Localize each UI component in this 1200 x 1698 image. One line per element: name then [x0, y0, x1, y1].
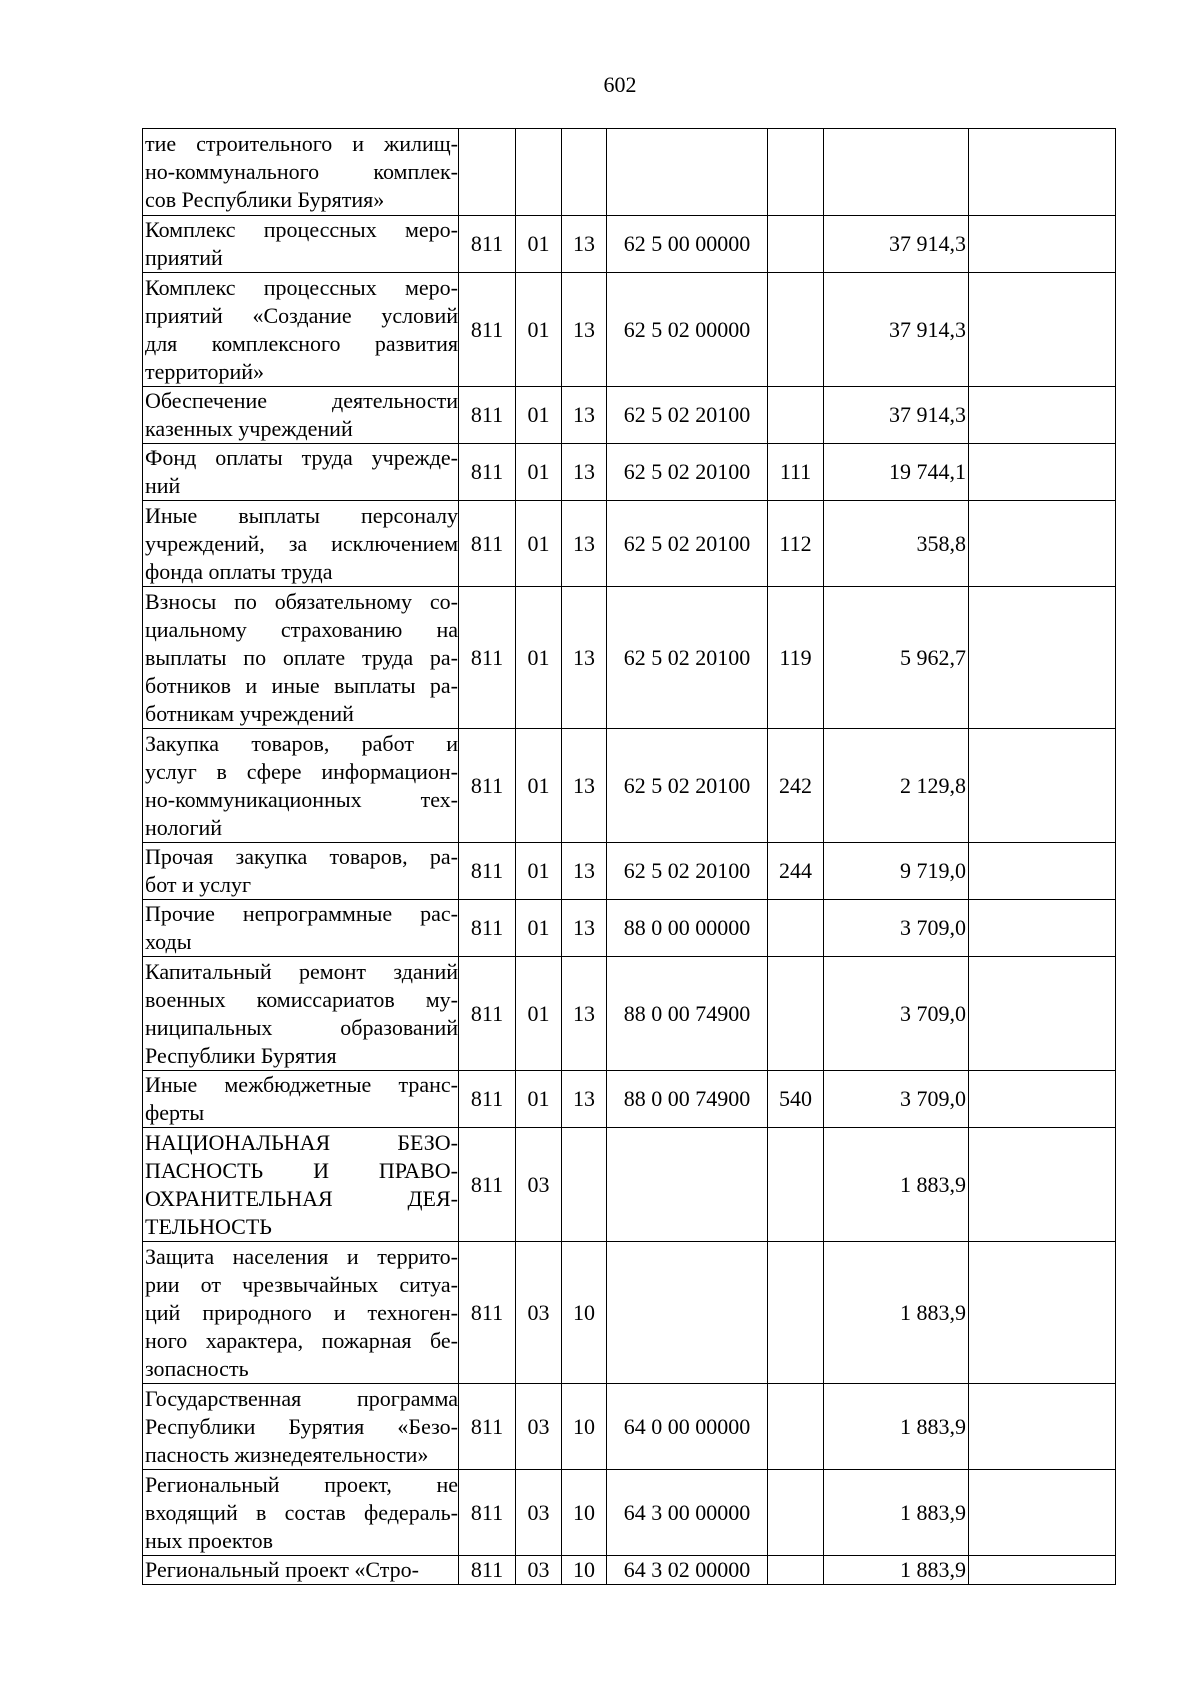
item-name-line: сов Республики Бурятия»	[145, 187, 385, 212]
cell-ministry-code: 811	[459, 957, 516, 1071]
item-name-line: ходы	[145, 929, 192, 954]
table-row	[143, 1384, 1116, 1470]
cell-section-code: 03	[516, 1128, 562, 1242]
item-name-line: Капитальный ремонт зданий	[145, 958, 458, 984]
cell-ministry-code: 811	[459, 1242, 516, 1384]
cell-target-article	[607, 1242, 768, 1384]
cell-section-code: 01	[516, 444, 562, 501]
cell-section-code: 01	[516, 729, 562, 843]
cell-item-name	[143, 273, 459, 387]
cell-target-article: 62 5 02 20100	[607, 587, 768, 729]
cell-empty	[969, 273, 1116, 387]
cell-empty	[969, 729, 1116, 843]
cell-target-article: 88 0 00 74900	[607, 1071, 768, 1128]
item-name-line: Прочая закупка товаров, ра-	[145, 844, 458, 869]
item-name-line: Комплекс процессных меро-	[145, 274, 458, 300]
cell-ministry-code: 811	[459, 444, 516, 501]
cell-expense-type	[768, 129, 824, 216]
cell-expense-type: 242	[768, 729, 824, 843]
cell-subsection-code: 13	[562, 957, 607, 1071]
cell-subsection-code: 13	[562, 900, 607, 957]
table-row	[143, 129, 1116, 216]
item-name-line: выплаты по оплате труда ра-	[145, 644, 458, 670]
cell-section-code	[516, 129, 562, 216]
item-name-line: тие строительного и жилищ-	[145, 131, 458, 156]
table-row	[143, 957, 1116, 1071]
item-name-line: Республики Бурятия «Безо-	[145, 1413, 458, 1439]
table-row	[143, 501, 1116, 587]
cell-amount: 3 709,0	[824, 957, 969, 1071]
cell-amount: 37 914,3	[824, 216, 969, 273]
item-name-line: ботников и иные выплаты ра-	[145, 672, 458, 698]
cell-amount: 9 719,0	[824, 843, 969, 900]
cell-item-name	[143, 1242, 459, 1384]
cell-target-article: 62 5 00 00000	[607, 216, 768, 273]
cell-item-name	[143, 843, 459, 900]
cell-target-article	[607, 129, 768, 216]
cell-subsection-code	[562, 1128, 607, 1242]
cell-empty	[969, 957, 1116, 1071]
cell-target-article: 62 5 02 20100	[607, 501, 768, 587]
item-name-line: приятий «Создание условий	[145, 302, 458, 328]
item-name-line: входящий в состав федераль-	[145, 1499, 458, 1525]
cell-target-article: 62 5 02 20100	[607, 843, 768, 900]
cell-item-name	[143, 1470, 459, 1556]
cell-amount: 2 129,8	[824, 729, 969, 843]
table-row	[143, 1071, 1116, 1128]
cell-amount: 1 883,9	[824, 1470, 969, 1556]
item-name-line: услуг в сфере информацион-	[145, 758, 458, 784]
cell-amount: 37 914,3	[824, 273, 969, 387]
cell-target-article: 64 3 02 00000	[607, 1556, 768, 1585]
cell-expense-type	[768, 273, 824, 387]
item-name-line: Государственная программа	[145, 1385, 458, 1411]
item-name-line: Региональный проект «Стро-	[145, 1557, 419, 1582]
item-name-line: фонда оплаты труда	[145, 558, 333, 584]
cell-amount: 3 709,0	[824, 1071, 969, 1128]
cell-empty	[969, 216, 1116, 273]
cell-expense-type	[768, 1384, 824, 1470]
page-number: 602	[603, 72, 637, 97]
table-row	[143, 1556, 1116, 1585]
cell-section-code: 01	[516, 900, 562, 957]
cell-ministry-code: 811	[459, 729, 516, 843]
cell-target-article: 62 5 02 20100	[607, 387, 768, 444]
cell-item-name	[143, 387, 459, 444]
cell-ministry-code: 811	[459, 1128, 516, 1242]
item-name-line: Иные выплаты персоналу	[145, 502, 458, 528]
cell-empty	[969, 501, 1116, 587]
cell-section-code: 01	[516, 387, 562, 444]
table-row	[143, 1128, 1116, 1242]
item-name-line: циальному страхованию на	[145, 616, 458, 642]
item-name-line: ПАСНОСТЬ И ПРАВО-	[145, 1157, 458, 1183]
cell-amount: 5 962,7	[824, 587, 969, 729]
item-name-line: но-коммунального комплек-	[145, 159, 458, 184]
cell-expense-type	[768, 387, 824, 444]
cell-item-name	[143, 957, 459, 1071]
cell-subsection-code	[562, 129, 607, 216]
item-name-line: Взносы по обязательному со-	[145, 588, 458, 614]
item-name-line: учреждений, за исключением	[145, 530, 458, 556]
item-name-line: Прочие непрограммные рас-	[145, 901, 458, 926]
cell-item-name	[143, 1384, 459, 1470]
cell-ministry-code	[459, 129, 516, 216]
cell-section-code: 01	[516, 587, 562, 729]
cell-subsection-code: 13	[562, 273, 607, 387]
item-name-line: ОХРАНИТЕЛЬНАЯ ДЕЯ-	[145, 1185, 458, 1211]
item-name-line: военных комиссариатов му-	[145, 986, 458, 1012]
item-name-line: Комплекс процессных меро-	[145, 217, 458, 242]
cell-section-code: 01	[516, 957, 562, 1071]
cell-subsection-code: 13	[562, 444, 607, 501]
cell-section-code: 03	[516, 1384, 562, 1470]
cell-section-code: 03	[516, 1242, 562, 1384]
table-row	[143, 1242, 1116, 1384]
cell-amount: 1 883,9	[824, 1556, 969, 1585]
table-row	[143, 1470, 1116, 1556]
cell-item-name	[143, 1071, 459, 1128]
cell-empty	[969, 1470, 1116, 1556]
cell-empty	[969, 444, 1116, 501]
item-name-line: для комплексного развития	[145, 330, 458, 356]
cell-item-name	[143, 1128, 459, 1242]
item-name-line: ных проектов	[145, 1527, 273, 1553]
item-name-line: Республики Бурятия	[145, 1042, 337, 1068]
item-name-line: ТЕЛЬНОСТЬ	[145, 1213, 272, 1239]
item-name-line: нологий	[145, 814, 223, 840]
cell-empty	[969, 843, 1116, 900]
cell-target-article: 64 0 00 00000	[607, 1384, 768, 1470]
cell-subsection-code: 10	[562, 1470, 607, 1556]
cell-subsection-code: 13	[562, 216, 607, 273]
cell-expense-type	[768, 900, 824, 957]
cell-amount: 358,8	[824, 501, 969, 587]
cell-section-code: 03	[516, 1556, 562, 1585]
cell-empty	[969, 1384, 1116, 1470]
cell-section-code: 01	[516, 843, 562, 900]
cell-item-name	[143, 587, 459, 729]
cell-ministry-code: 811	[459, 1071, 516, 1128]
cell-item-name	[143, 216, 459, 273]
cell-subsection-code: 10	[562, 1242, 607, 1384]
cell-expense-type	[768, 1556, 824, 1585]
table-row	[143, 587, 1116, 729]
item-name-line: Фонд оплаты труда учрежде-	[145, 445, 458, 470]
cell-expense-type	[768, 1242, 824, 1384]
cell-ministry-code: 811	[459, 1556, 516, 1585]
item-name-line: приятий	[145, 245, 223, 270]
cell-item-name	[143, 129, 459, 216]
cell-target-article: 88 0 00 74900	[607, 957, 768, 1071]
cell-expense-type: 244	[768, 843, 824, 900]
cell-target-article: 88 0 00 00000	[607, 900, 768, 957]
cell-item-name	[143, 444, 459, 501]
cell-section-code: 01	[516, 216, 562, 273]
budget-table	[142, 128, 1116, 1585]
cell-empty	[969, 387, 1116, 444]
cell-item-name	[143, 501, 459, 587]
cell-target-article: 62 5 02 20100	[607, 729, 768, 843]
table-row	[143, 729, 1116, 843]
cell-empty	[969, 1242, 1116, 1384]
cell-amount: 37 914,3	[824, 387, 969, 444]
item-name-line: НАЦИОНАЛЬНАЯ БЕЗО-	[145, 1129, 458, 1155]
table-row	[143, 216, 1116, 273]
item-name-line: Иные межбюджетные транс-	[145, 1072, 458, 1097]
cell-ministry-code: 811	[459, 273, 516, 387]
cell-item-name	[143, 1556, 459, 1585]
item-name-line: бот и услуг	[145, 872, 252, 897]
item-name-line: территорий»	[145, 358, 265, 384]
item-name-line: Защита населения и террито-	[145, 1243, 458, 1269]
cell-expense-type: 112	[768, 501, 824, 587]
cell-section-code: 01	[516, 273, 562, 387]
cell-target-article	[607, 1128, 768, 1242]
cell-ministry-code: 811	[459, 387, 516, 444]
cell-subsection-code: 13	[562, 501, 607, 587]
cell-subsection-code: 10	[562, 1556, 607, 1585]
table-row	[143, 843, 1116, 900]
item-name-line: пасность жизнедеятельности»	[145, 1441, 429, 1467]
cell-subsection-code: 13	[562, 729, 607, 843]
item-name-line: ботникам учреждений	[145, 700, 354, 726]
cell-amount: 1 883,9	[824, 1128, 969, 1242]
cell-item-name	[143, 900, 459, 957]
table-row	[143, 444, 1116, 501]
item-name-line: но-коммуникационных тех-	[145, 786, 458, 812]
cell-expense-type	[768, 216, 824, 273]
item-name-line: Закупка товаров, работ и	[145, 730, 458, 756]
cell-amount: 3 709,0	[824, 900, 969, 957]
item-name-line: ного характера, пожарная бе-	[145, 1327, 458, 1353]
cell-ministry-code: 811	[459, 587, 516, 729]
item-name-line: ферты	[145, 1100, 205, 1125]
cell-subsection-code: 13	[562, 843, 607, 900]
table-row	[143, 387, 1116, 444]
cell-empty	[969, 900, 1116, 957]
table-row	[143, 900, 1116, 957]
item-name-line: Региональный проект, не	[145, 1471, 458, 1497]
cell-target-article: 64 3 00 00000	[607, 1470, 768, 1556]
cell-section-code: 01	[516, 1071, 562, 1128]
cell-target-article: 62 5 02 20100	[607, 444, 768, 501]
cell-amount: 1 883,9	[824, 1242, 969, 1384]
cell-target-article: 62 5 02 00000	[607, 273, 768, 387]
item-name-line: зопасность	[145, 1355, 249, 1381]
cell-expense-type: 111	[768, 444, 824, 501]
cell-expense-type: 540	[768, 1071, 824, 1128]
cell-section-code: 03	[516, 1470, 562, 1556]
cell-subsection-code: 13	[562, 1071, 607, 1128]
cell-item-name	[143, 729, 459, 843]
cell-expense-type	[768, 957, 824, 1071]
cell-ministry-code: 811	[459, 900, 516, 957]
cell-ministry-code: 811	[459, 843, 516, 900]
cell-expense-type	[768, 1128, 824, 1242]
cell-amount: 19 744,1	[824, 444, 969, 501]
item-name-line: казенных учреждений	[145, 416, 353, 441]
item-name-line: Обеспечение деятельности	[145, 388, 458, 413]
cell-subsection-code: 10	[562, 1384, 607, 1470]
table-row	[143, 273, 1116, 387]
item-name-line: рии от чрезвычайных ситуа-	[145, 1271, 458, 1297]
cell-empty	[969, 129, 1116, 216]
cell-amount	[824, 129, 969, 216]
cell-expense-type: 119	[768, 587, 824, 729]
item-name-line: ний	[145, 473, 181, 498]
item-name-line: ниципальных образований	[145, 1014, 458, 1040]
cell-ministry-code: 811	[459, 216, 516, 273]
cell-amount: 1 883,9	[824, 1384, 969, 1470]
cell-ministry-code: 811	[459, 1384, 516, 1470]
cell-expense-type	[768, 1470, 824, 1556]
cell-ministry-code: 811	[459, 1470, 516, 1556]
cell-subsection-code: 13	[562, 587, 607, 729]
cell-empty	[969, 1128, 1116, 1242]
cell-ministry-code: 811	[459, 501, 516, 587]
cell-empty	[969, 587, 1116, 729]
cell-empty	[969, 1556, 1116, 1585]
cell-subsection-code: 13	[562, 387, 607, 444]
item-name-line: ций природного и техноген-	[145, 1299, 458, 1325]
cell-section-code: 01	[516, 501, 562, 587]
cell-empty	[969, 1071, 1116, 1128]
table-body	[143, 129, 1116, 1585]
